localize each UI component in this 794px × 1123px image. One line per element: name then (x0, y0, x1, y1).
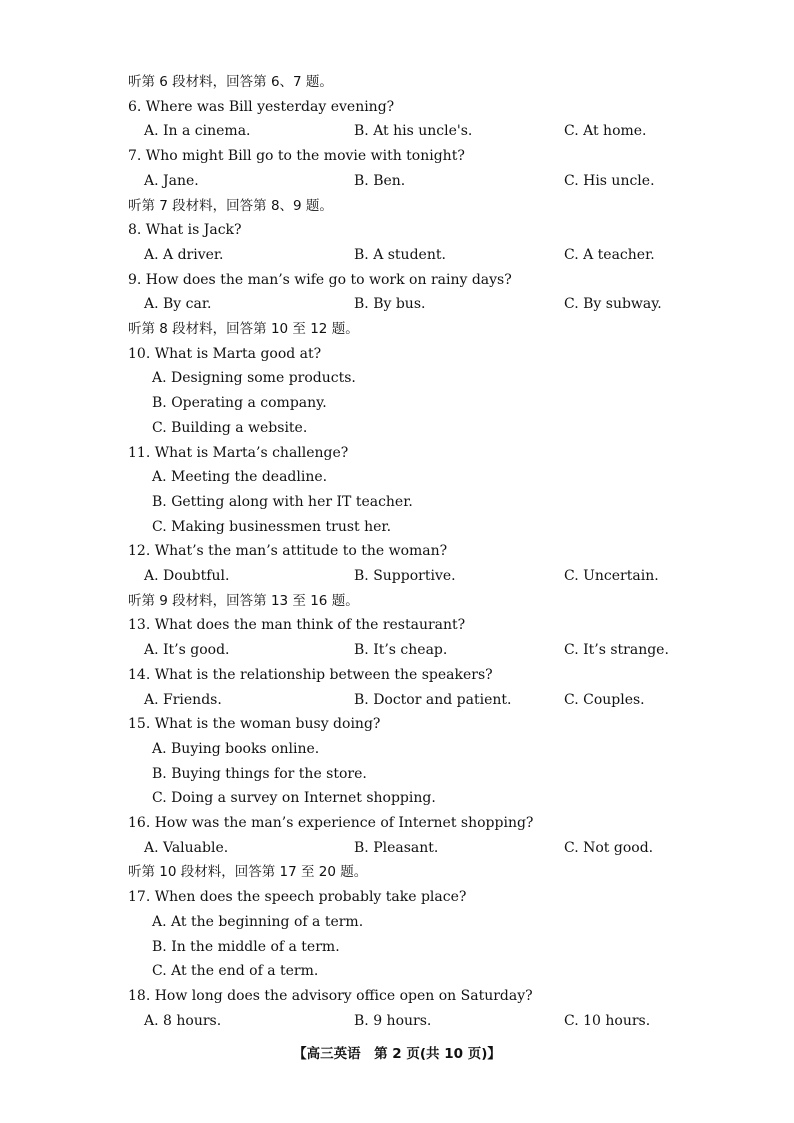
answer-options-row (144, 243, 704, 267)
question-stem: 13. What does the man think of the restaurant? (128, 617, 466, 634)
answer-option: C. Doing a survey on Internet shopping. (152, 790, 436, 807)
answer-option: B. In the middle of a term. (152, 938, 340, 955)
answer-option: B. At his uncle's. (354, 123, 473, 140)
answer-options-row (144, 638, 704, 662)
question-stem: 15. What is the woman busy doing? (128, 716, 381, 733)
answer-options-row (144, 688, 704, 712)
section-heading: 听第 9 段材料，回答第 13 至 16 题。 (128, 592, 359, 609)
answer-options-row (144, 836, 704, 860)
answer-option: A. Valuable. (144, 839, 229, 856)
answer-option: B. Pleasant. (354, 839, 439, 856)
question-stem: 9. How does the man’s wife go to work on rainy days? (128, 271, 512, 288)
answer-option: C. At the end of a term. (152, 963, 319, 980)
answer-option: C. His uncle. (564, 172, 655, 189)
question-stem: 11. What is Marta’s challenge? (128, 444, 349, 461)
answer-option: B. Getting along with her IT teacher. (152, 493, 413, 510)
answer-option: A. Meeting the deadline. (152, 469, 328, 486)
answer-option: B. Doctor and patient. (354, 691, 512, 708)
answer-option: B. Operating a company. (152, 395, 327, 412)
question-stem: 12. What’s the man’s attitude to the woman? (128, 543, 448, 560)
answer-option: C. Making businessmen trust her. (152, 518, 392, 535)
answer-option: C. Building a website. (152, 419, 308, 436)
question-stem: 7. Who might Bill go to the movie with tonight? (128, 148, 465, 165)
answer-option: A. Doubtful. (144, 568, 230, 584)
answer-option: A. By car. (144, 296, 212, 313)
question-stem: 10. What is Marta good at? (128, 345, 322, 362)
answer-option: B. Buying things for the store. (152, 765, 367, 782)
answer-option: C. It’s strange. (564, 642, 669, 659)
answer-option: C. Couples. (564, 691, 645, 708)
section-heading: 听第 10 段材料，回答第 17 至 20 题。 (128, 864, 368, 881)
answer-option: A. Designing some products. (152, 370, 356, 387)
answer-option: B. A student. (354, 246, 446, 263)
answer-option: C. Uncertain. (564, 568, 659, 584)
answer-option: A. At the beginning of a term. (152, 913, 364, 930)
page-footer: 【高三英语 第 2 页(共 10 页)】 (293, 1046, 501, 1062)
answer-options-row (144, 169, 704, 193)
answer-option: A. Buying books online. (152, 740, 320, 757)
answer-option: C. 10 hours. (564, 1012, 651, 1029)
question-stem: 6. Where was Bill yesterday evening? (128, 98, 395, 115)
question-stem: 17. When does the speech probably take place? (128, 889, 467, 906)
answer-options-row (144, 1009, 704, 1033)
answer-option: A. 8 hours. (144, 1012, 222, 1029)
answer-option: C. A teacher. (564, 246, 655, 263)
answer-options-row (144, 292, 704, 316)
section-heading: 听第 7 段材料，回答第 8、9 题。 (128, 197, 333, 214)
answer-options-row (144, 119, 704, 143)
section-heading: 听第 6 段材料，回答第 6、7 题。 (128, 74, 333, 90)
answer-options-row (144, 564, 704, 588)
answer-option: C. By subway. (564, 296, 662, 313)
answer-option: A. Friends. (144, 691, 222, 708)
answer-option: C. Not good. (564, 839, 654, 856)
answer-option: C. At home. (564, 123, 647, 140)
answer-option: A. It’s good. (144, 642, 230, 659)
answer-option: A. Jane. (144, 172, 199, 189)
answer-option: B. Ben. (354, 172, 406, 189)
question-stem: 14. What is the relationship between the speakers? (128, 666, 493, 683)
answer-option: B. 9 hours. (354, 1012, 432, 1029)
question-stem: 18. How long does the advisory office open on Saturday? (128, 987, 533, 1004)
section-heading: 听第 8 段材料，回答第 10 至 12 题。 (128, 321, 359, 337)
answer-option: B. Supportive. (354, 568, 456, 584)
answer-option: B. By bus. (354, 296, 426, 313)
answer-option: A. A driver. (144, 246, 224, 263)
question-stem: 16. How was the man’s experience of Internet shopping? (128, 815, 534, 831)
answer-option: B. It’s cheap. (354, 642, 448, 659)
answer-option: A. In a cinema. (144, 123, 251, 140)
question-stem: 8. What is Jack? (128, 222, 242, 239)
